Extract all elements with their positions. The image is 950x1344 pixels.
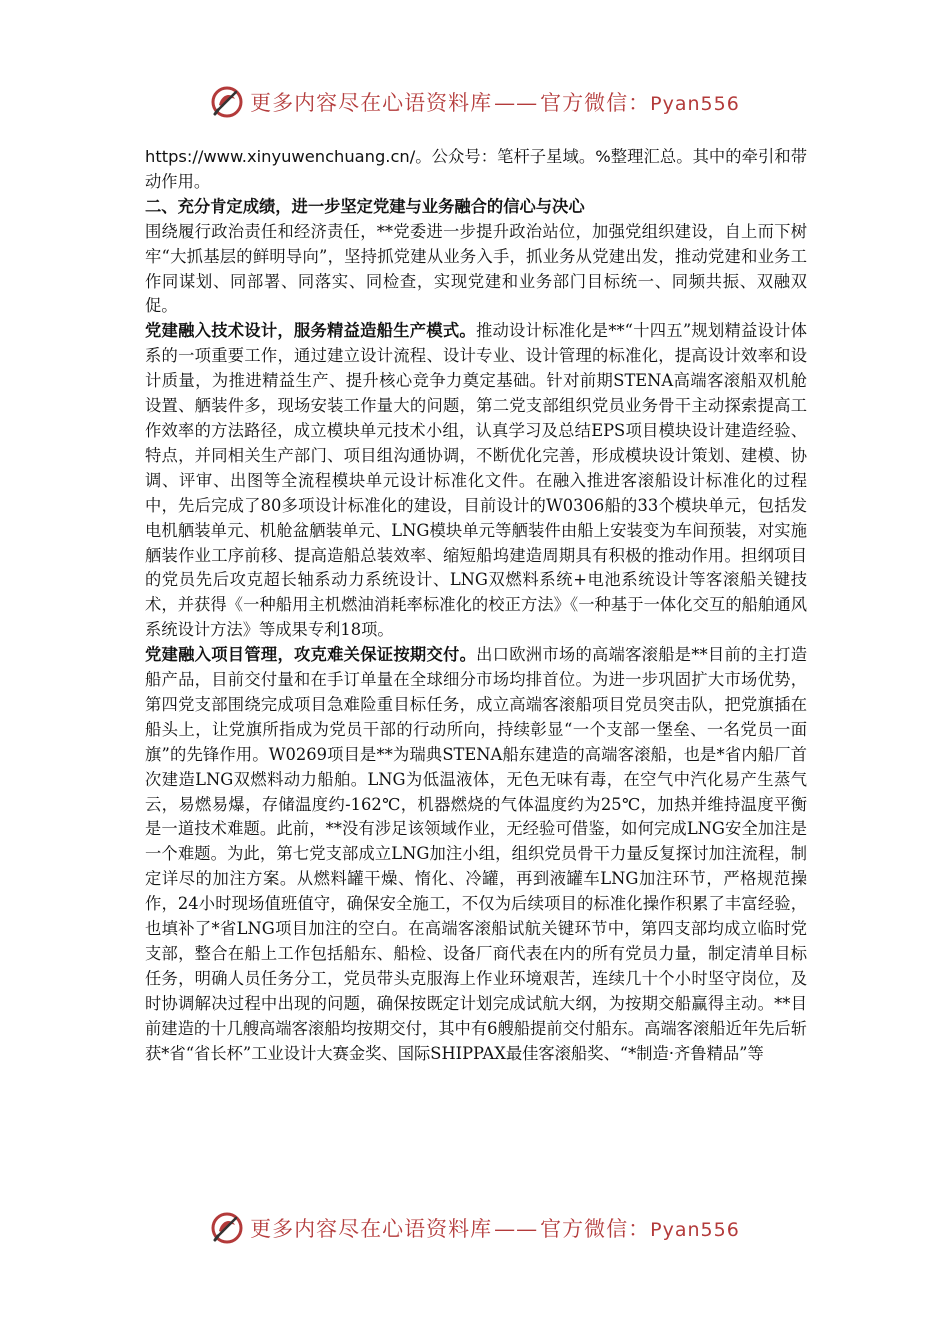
intro-paragraph: https://www.xinyuwenchuang.cn/。公众号：笔杆子星域。%整理汇总。其中的牵引和带动作用。 <box>145 147 807 191</box>
banner-wechat-id: Pyan556 <box>650 1219 740 1241</box>
paragraph-2-body: 推动设计标准化是**“十四五”规划精益设计体系的一项重要工作，通过建立设计流程、设计专业、设计管理的标准化，提高设计效率和设计质量，为推进精益生产、提升核心竞争力奠定基础。针对前期STENA高端客滚船双机舱设置、舾装件多，现场安装工作量大的问题，第二党支部组织党员业务骨干主动探索提高工作效率的方法路径，成立模块单元技术小组，认真学习及总结EPS项目模块设计建造经验、特点，并同相关生产部门、项目组沟通协调，不断优化完善，形成模块设计策划、建模、协调、评审、出图等全流程模块单元设计标准化文件。在融入推进客滚船设计标准化的过程中，先后完成了80多项设计标准化的建设，目前设计的W0306船的33个模块单元，包括发电机舾装单元、机舱盆舾装单元、LNG模块单元等舾装件由船上安装变为车间预装，对实施舾装作业工序前移、提高造船总装效率、缩短船坞建造周期具有积极的推动作用。担纲项目的党员先后攻克超长轴系动力系统设计、LNG双燃料系统+电池系统设计等客滚船关键技术，并获得《一种船用主机燃油消耗率标准化的校正方法》《一种基于一体化交互的船舶通风系统设计方法》等成果专利18项。 <box>145 321 807 640</box>
banner-wechat-label: 官方微信： <box>540 91 651 115</box>
paragraph-3-lead: 党建融入项目管理，攻克难关保证按期交付。 <box>145 645 477 665</box>
document-body <box>145 145 807 1067</box>
banner-wechat-id: Pyan556 <box>650 93 740 115</box>
banner-dash: —— <box>494 1217 539 1241</box>
paragraph-2 <box>145 319 807 643</box>
logo-icon <box>210 85 244 119</box>
paragraph-3-body: 出口欧洲市场的高端客滚船是**目前的主打造船产品，目前交付量和在手订单量在全球细分市场均排首位。为进一步巩固扩大市场优势，第四党支部围绕完成项目急难险重目标任务，成立高端客滚船项目党员突击队，把党旗插在船头上，让党旗所指成为党员干部的行动所向，持续彰显“一个支部一堡垒、一名党员一面旗”的先锋作用。W0269项目是**为瑞典STENA船东建造的高端客滚船，也是*省内船厂首次建造LNG双燃料动力船舶。LNG为低温液体，无色无味有毒，在空气中汽化易产生蒸气云，易燃易爆，存储温度约-162℃，机器燃烧的气体温度约为25℃，加热并维持温度平衡是一道技术难题。此前，**没有涉足该领域作业，无经验可借鉴，如何完成LNG安全加注是一个难题。为此，第七党支部成立LNG加注小组，组织党员骨干力量反复探讨加注流程，制定详尽的加注方案。从燃料罐干燥、惰化、冷罐，再到液罐车LNG加注环节，严格规范操作，24小时现场值班值守，确保安全施工，不仅为后续项目的标准化操作积累了丰富经验，也填补了*省LNG项目加注的空白。在高端客滚船试航关键环节中，第四支部均成立临时党支部，整合在船上工作包括船东、船检、设备厂商代表在内的所有党员力量，制定清单目标任务，明确人员任务分工，党员带头克服海上作业环境艰苦，连续几十个小时坚守岗位，及时协调解决过程中出现的问题，确保按既定计划完成试航大纲，为按期交船赢得主动。**目前建造的十几艘高端客滚船均按期交付，其中有6艘船提前交付船东。高端客滚船近年先后斩获*省“省长杯”工业设计大赛金奖、国际SHIPPAX最佳客滚船奖、“*制造·齐鲁精品”等 <box>145 645 807 1063</box>
banner-wechat-label: 官方微信： <box>540 1217 651 1241</box>
footer-banner <box>0 1206 950 1250</box>
paragraph-3 <box>145 643 807 1066</box>
banner-dash: —— <box>494 91 539 115</box>
banner-text <box>250 87 740 117</box>
paragraph-2-lead: 党建融入技术设计，服务精益造船生产模式。 <box>145 321 476 341</box>
banner-text <box>250 1213 740 1243</box>
section-heading: 二、充分肯定成绩，进一步坚定党建与业务融合的信心与决心 <box>145 196 585 216</box>
logo-icon <box>210 1211 244 1245</box>
header-banner <box>0 80 950 124</box>
banner-title: 更多内容尽在心语资料库 <box>250 91 493 115</box>
paragraph-1: 围绕履行政治责任和经济责任，**党委进一步提升政治站位，加强党组织建设，自上而下树牢“大抓基层的鲜明导向”，坚持抓党建从业务入手，抓业务从党建出发，推动党建和业务工作同谋划、同部署、同落实、同检查，实现党建和业务部门目标统一、同频共振、双融双促。 <box>145 221 807 316</box>
banner-title: 更多内容尽在心语资料库 <box>250 1217 493 1241</box>
